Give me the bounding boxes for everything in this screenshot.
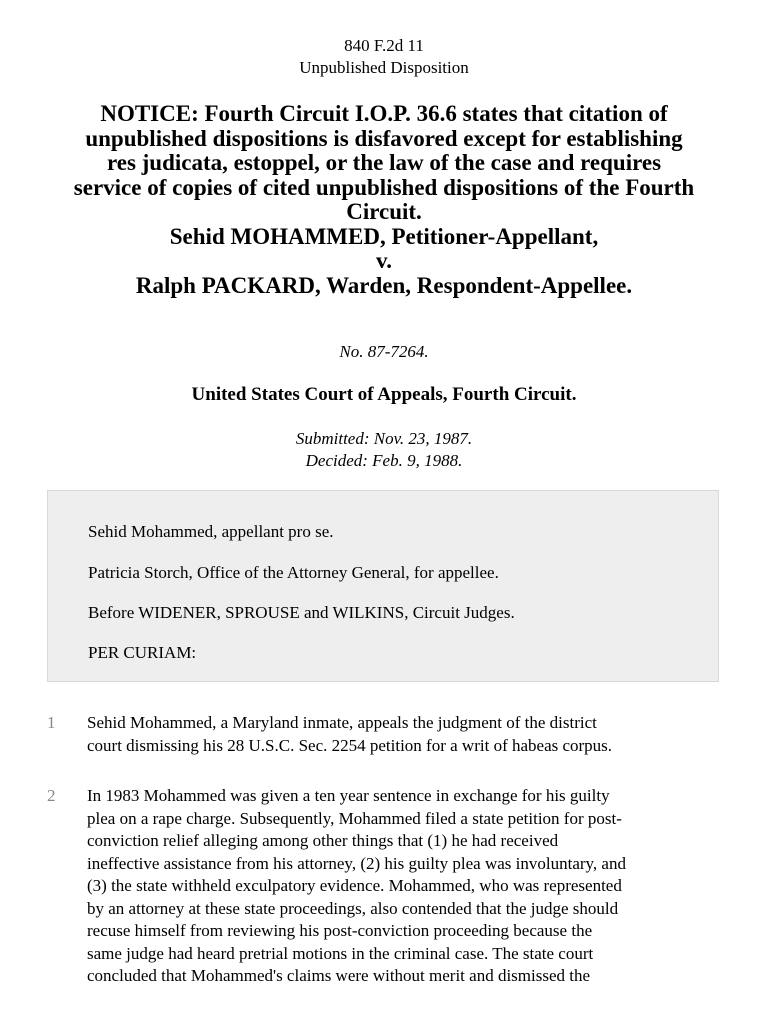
paragraph-line: In 1983 Mohammed was given a ten year sentence in exchange for his guilty — [87, 786, 610, 805]
paragraph-line: recuse himself from reviewing his post-conviction proceeding because the — [87, 921, 593, 940]
paragraph-text — [87, 712, 727, 757]
paragraph-line: Sehid Mohammed, a Maryland inmate, appeals the judgment of the district — [87, 713, 597, 732]
counsel-box — [47, 490, 719, 682]
per-curiam: PER CURIAM: — [88, 643, 197, 662]
case-citation: 840 F.2d 11 — [344, 36, 424, 55]
decided-date: Decided: Feb. 9, 1988. — [305, 451, 463, 470]
panel-judges: Before WIDENER, SPROUSE and WILKINS, Circuit Judges. — [88, 603, 515, 622]
paragraph-text — [87, 785, 727, 988]
paragraph-line: same judge had heard pretrial motions in the criminal case. The state court — [87, 943, 594, 963]
paragraph-line: by an attorney at these state proceedings, also contended that the judge should — [87, 898, 619, 918]
case-header — [0, 35, 768, 79]
submitted-date: Submitted: Nov. 23, 1987. — [295, 429, 473, 448]
caption-appellant: Sehid MOHAMMED, Petitioner-Appellant, — [169, 223, 599, 249]
notice-and-caption — [30, 102, 738, 298]
caption-versus: v. — [376, 248, 392, 273]
court-name: United States Court of Appeals, Fourth Circuit. — [191, 384, 577, 405]
notice-line: unpublished dispositions is disfavored except for establishing — [85, 125, 683, 151]
notice-line: Circuit. — [346, 199, 422, 224]
caption-appellee: Ralph PACKARD, Warden, Respondent-Appellee. — [135, 272, 633, 298]
paragraph-line: ineffective assistance from his attorney, (2) his guilty plea was involuntary, and — [87, 853, 626, 873]
case-dates — [0, 428, 768, 472]
disposition-label: Unpublished Disposition — [299, 58, 469, 77]
paragraph-line: concluded that Mohammed's claims were without merit and dismissed the — [87, 966, 591, 985]
appellee-counsel: Patricia Storch, Office of the Attorney General, for appellee. — [88, 563, 499, 582]
notice-line: res judicata, estoppel, or the law of the case and requires — [106, 150, 662, 175]
notice-line: NOTICE: Fourth Circuit I.O.P. 36.6 states that citation of — [100, 101, 668, 126]
notice-line: service of copies of cited unpublished dispositions of the Fourth — [73, 174, 695, 200]
paragraph-line: plea on a rape charge. Subsequently, Mohammed filed a state petition for post- — [87, 808, 622, 828]
paragraph-line: conviction relief alleging among other things that (1) he had received — [87, 831, 559, 850]
paragraph-line: court dismissing his 28 U.S.C. Sec. 2254 petition for a writ of habeas corpus. — [87, 735, 613, 755]
docket-number: No. 87-7264. — [339, 342, 429, 361]
appellant-counsel: Sehid Mohammed, appellant pro se. — [88, 522, 334, 541]
paragraph-line: (3) the state withheld exculpatory evidence. Mohammed, who was represented — [87, 876, 622, 895]
paragraph-number: 1 — [47, 713, 56, 732]
paragraph-number: 2 — [47, 786, 56, 805]
